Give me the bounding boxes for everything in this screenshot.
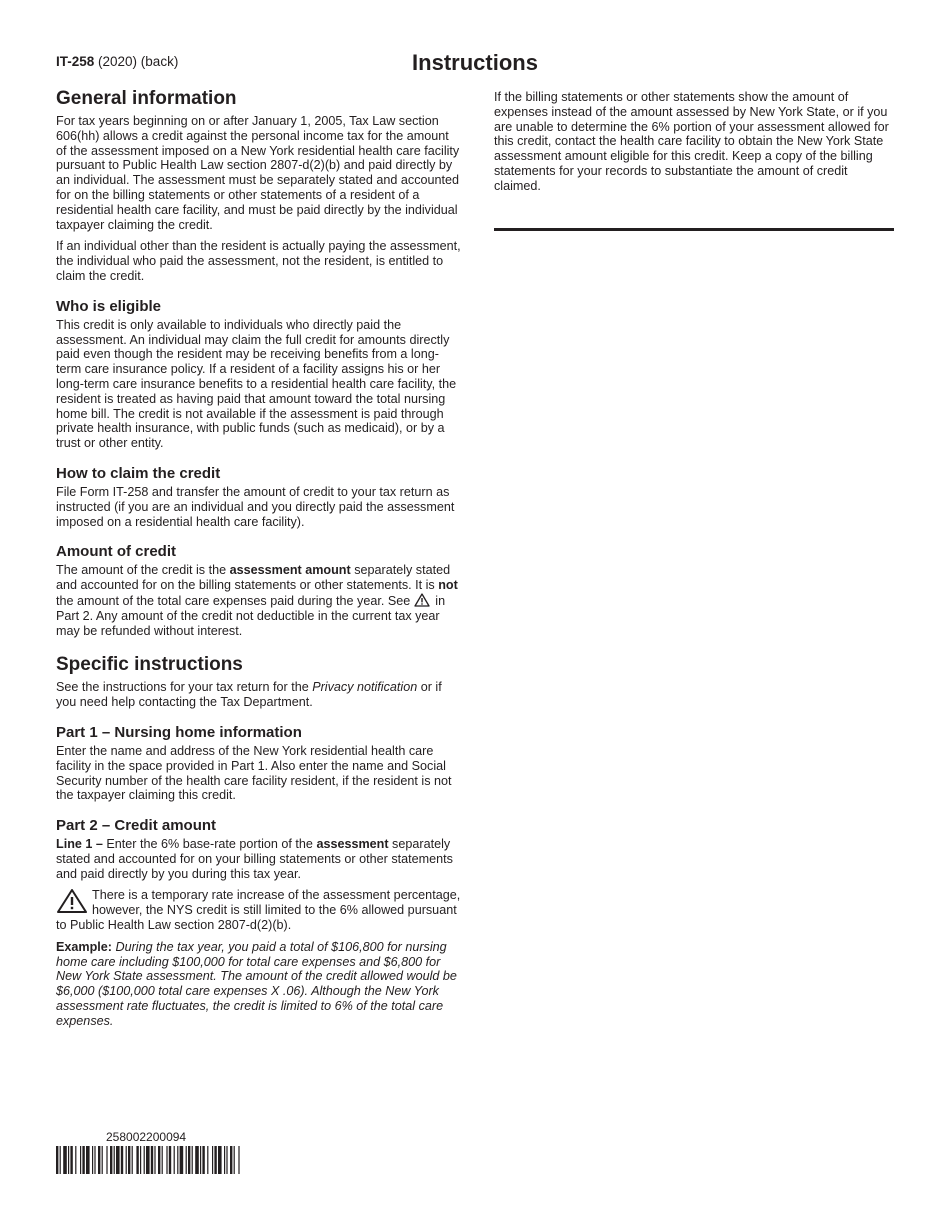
warning-text: There is a temporary rate increase of the assessment percentage, however, the NYS credit is still limited to the 6% allowed pursuant to Public Health Law section 2807-d(2)(b). bbox=[56, 888, 461, 933]
specific-instructions-heading: Specific instructions bbox=[56, 654, 243, 676]
bold-run: not bbox=[438, 578, 458, 593]
part-2-example-paragraph bbox=[56, 940, 461, 1029]
part-2-line-1-paragraph bbox=[56, 837, 461, 881]
specific-instructions-paragraph bbox=[56, 680, 461, 710]
general-information-paragraph-2: If an individual other than the resident is actually paying the assessment, the individual who paid the assessment, not the resident, is entitled to claim the credit. bbox=[56, 239, 461, 283]
part-1-paragraph: Enter the name and address of the New York residential health care facility in the space provided in Part 1. Also enter the name and Social Security number of the health care facility resident, if the resident is not the taxpayer claiming this credit. bbox=[56, 743, 452, 803]
form-number: IT-258 bbox=[56, 54, 95, 69]
part-2-heading: Part 2 – Credit amount bbox=[56, 817, 217, 835]
form-year: (2020) (back) bbox=[94, 54, 179, 69]
italic-run: Privacy notification bbox=[312, 680, 418, 695]
right-column bbox=[494, 90, 894, 201]
general-information-paragraph-1: For tax years beginning on or after January 1, 2005, Tax Law section 606(hh) allows a credit against the personal income tax for the amount of the assessment imposed on a New York residential health care facility pursuant to Public Health Law section 2807-d(2)(b) and paid directly by an individual. The assessment must be separately stated and accounted for on the billing statements or other statements of a resident of a residential health care facility, and must be paid directly by the individual taxpayer claiming the credit. bbox=[56, 114, 460, 232]
bold-run: assessment amount bbox=[229, 563, 351, 578]
bold-run: assessment bbox=[316, 837, 389, 852]
page-title: Instructions bbox=[412, 50, 538, 75]
text-run: See the instructions for your tax return for the bbox=[56, 680, 313, 695]
barcode-number: 258002200094 bbox=[106, 1130, 187, 1144]
warning-triangle-icon bbox=[414, 593, 430, 607]
amount-of-credit-heading: Amount of credit bbox=[56, 543, 176, 561]
text-run: in Part 2. Any amount of the credit not deductible in the current tax year may be refunded without interest. bbox=[56, 593, 446, 638]
example-text: During the tax year, you paid a total of $106,800 for nursing home care including $100,000 for total care expenses and $6,800 for New York State assessment. The amount of the credit allowed would be $6,000 ($100,000 total care expenses X .06). Although the New York assessment rate fluctuates, the credit is limited to 6% of the total care expenses. bbox=[56, 939, 457, 1028]
text-run: separately stated and accounted for on the billing statements or other statements. It is bbox=[56, 563, 451, 593]
who-is-eligible-paragraph: This credit is only available to individuals who directly paid the assessment. An individual may claim the full credit for amounts directly paid even though the resident may be receiving benefits from a long-term care insurance policy. If a resident of a facility assigns his or her long-term care insurance benefits to a residential health care facility, the resident is treated as having paid that amount toward the total nursing home bill. The credit is not available if the assessment is paid through private health insurance, with public funds (such as medicaid), or by a trust or other entity. bbox=[56, 317, 457, 451]
text-run: or if you need help contacting the Tax Department. bbox=[56, 680, 442, 710]
left-column bbox=[56, 88, 461, 1036]
barcode bbox=[56, 1146, 240, 1174]
example-label: Example: bbox=[56, 939, 112, 954]
how-to-claim-paragraph: File Form IT-258 and transfer the amount of credit to your tax return as instructed (if you are an individual and you directly paid the assessment imposed on a residential health care facility). bbox=[56, 484, 455, 529]
part-2-warning-paragraph bbox=[56, 888, 461, 932]
who-is-eligible-heading: Who is eligible bbox=[56, 297, 162, 315]
general-information-heading: General information bbox=[56, 88, 237, 109]
text-run: the amount of the total care expenses paid during the year. See bbox=[56, 593, 414, 608]
part-1-heading: Part 1 – Nursing home information bbox=[56, 723, 302, 741]
line-label: Line 1 – bbox=[56, 837, 103, 852]
how-to-claim-heading: How to claim the credit bbox=[56, 464, 221, 482]
text-run: The amount of the credit is the bbox=[56, 563, 230, 578]
text-run: Enter the 6% base-rate portion of the bbox=[102, 837, 317, 852]
amount-of-credit-paragraph bbox=[56, 563, 461, 638]
section-divider-rule bbox=[494, 228, 894, 231]
warning-triangle-icon bbox=[56, 888, 88, 914]
text-run: separately stated and accounted for on your billing statements or other statements and paid directly by you during this tax year. bbox=[56, 837, 453, 881]
right-column-paragraph: If the billing statements or other statements show the amount of expenses instead of the amount assessed by New York State, or if you are unable to determine the 6% portion of your assessment allowed for this credit, contact the health care facility to obtain the New York State assessment amount eligible for this credit. Keep a copy of the billing statements for your records to substantiate the amount of credit claimed. bbox=[494, 90, 889, 193]
